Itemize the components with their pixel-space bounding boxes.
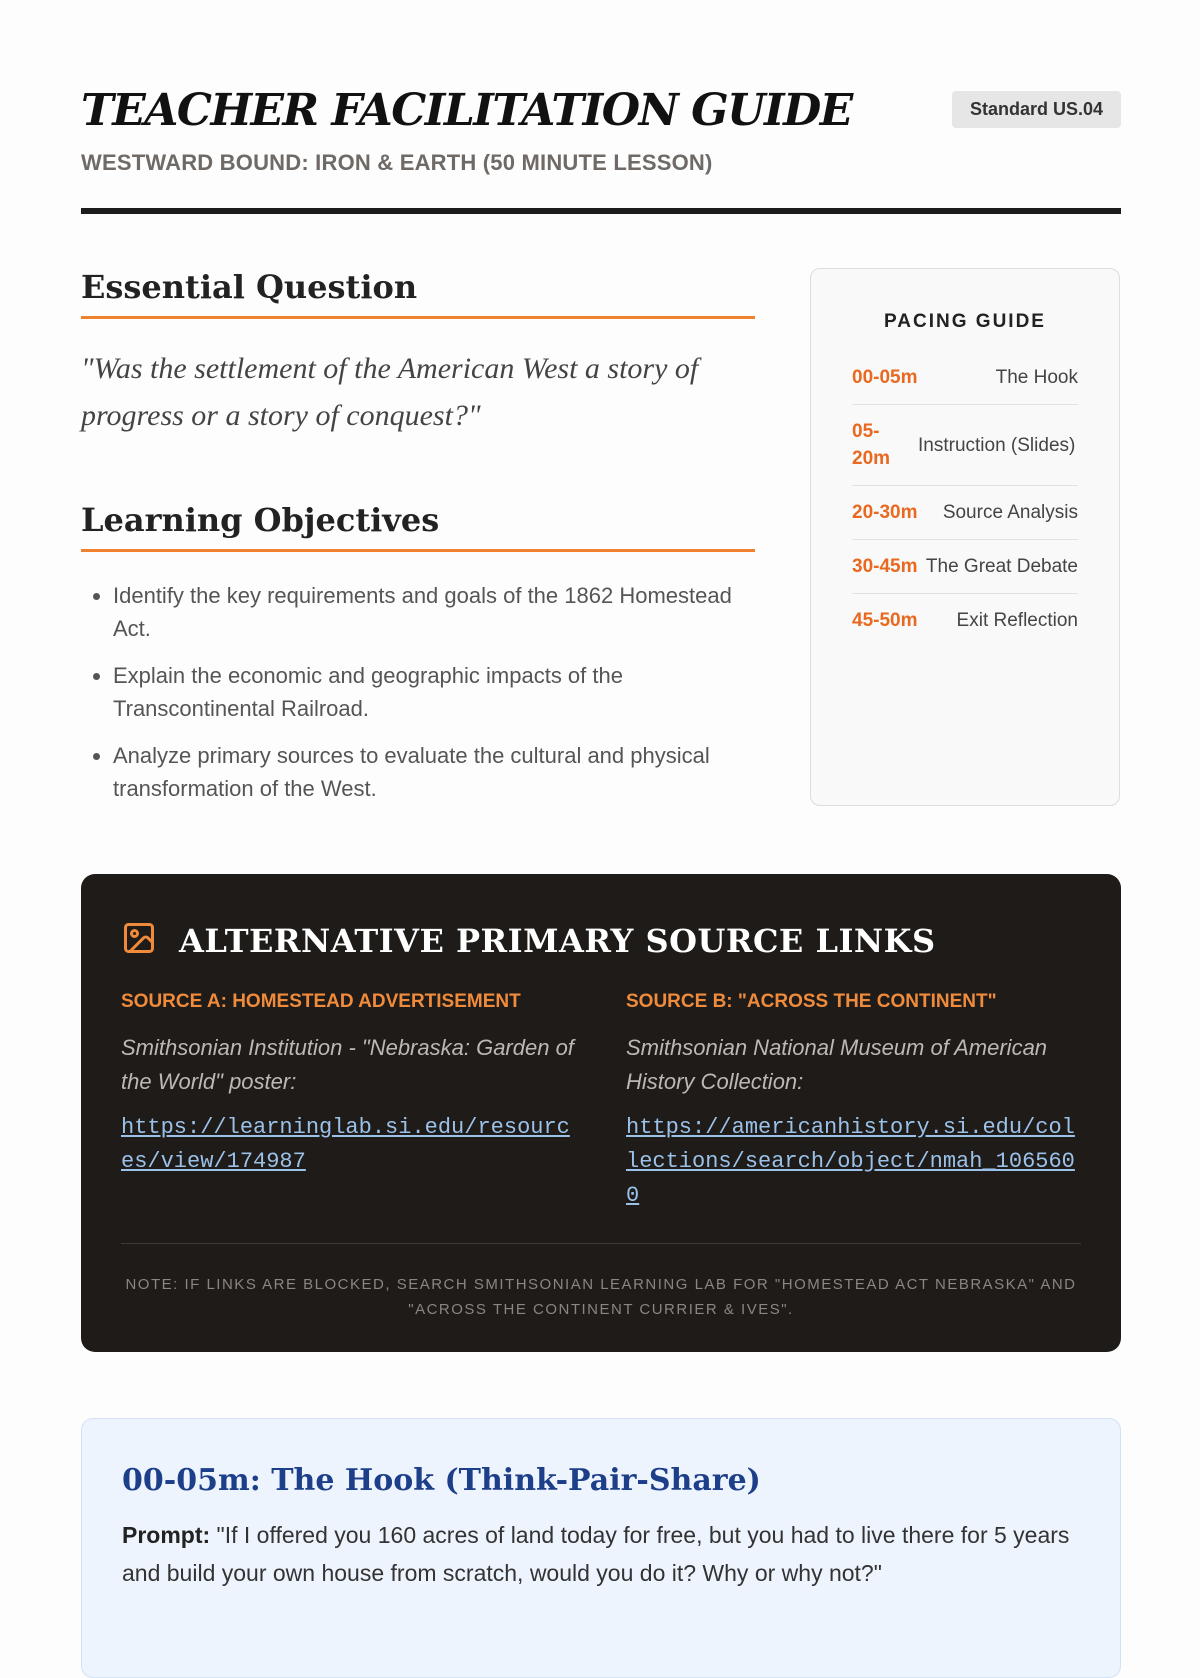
sources-heading: ALTERNATIVE PRIMARY SOURCE LINKS [179,921,936,960]
source-b [626,991,1081,1213]
source-a-description: Smithsonian Institution - "Nebraska: Garden of the World" poster: [121,1035,574,1094]
pacing-row [852,405,1078,486]
pacing-row [852,486,1078,540]
objective-item: • Explain the economic and geographic impacts of the Transcontinental Railroad. [113,659,755,725]
pacing-time: 00-05m [852,367,918,388]
pacing-activity: The Great Debate [925,556,1078,577]
pacing-row [852,540,1078,594]
sources-heading-row [121,920,1081,961]
learning-objectives-heading: Learning Objectives [81,501,755,552]
sources-divider [121,1243,1081,1244]
objective-item: • Analyze primary sources to evaluate the cultural and physical transformation of the West. [113,739,755,805]
hook-title: 00-05m: The Hook (Think-Pair-Share) [122,1463,761,1498]
pacing-time: 45-50m [852,610,918,631]
pacing-time: 30-45m [852,556,918,577]
left-column [81,268,755,819]
hook-card [81,1418,1121,1678]
objective-item: • Identify the key requirements and goals of the 1862 Homestead Act. [113,579,755,645]
primary-sources-panel [81,874,1121,1352]
pacing-activity: Instruction (Slides) [918,434,1076,456]
standard-badge: Standard US.04 [952,91,1121,128]
header-divider [81,208,1121,214]
learning-objectives-list [81,579,755,805]
essential-question-quote: "Was the settlement of the American West a story of progress or a story of conquest?" [81,352,699,432]
sources-note: NOTE: IF LINKS ARE BLOCKED, SEARCH SMITHSONIAN LEARNING LAB FOR "HOMESTEAD ACT NEBRASKA" AND "ACROSS THE CONTINENT CURRIER & IVES". [125,1276,1077,1318]
hook-prompt-text: "If I offered you 160 acres of land today for free, but you had to live there for 5 years and build your own house from scratch, would you do it? Why or why not?" [122,1522,1070,1586]
pacing-time: 05-20m [852,421,891,469]
sources-grid [121,991,1081,1213]
pacing-activity: Exit Reflection [956,610,1078,631]
image-icon [121,920,157,961]
pacing-guide-title: PACING GUIDE [884,311,1046,332]
page-title: TEACHER FACILITATION GUIDE [81,85,852,136]
pacing-time: 20-30m [852,502,918,523]
pacing-guide-card [810,268,1120,806]
pacing-activity: Source Analysis [942,502,1078,523]
pacing-row [852,351,1078,405]
pacing-row [852,594,1078,647]
source-a-link[interactable]: https://learninglab.si.edu/resources/view/174987 [121,1115,570,1174]
source-b-label: SOURCE B: "ACROSS THE CONTINENT" [626,991,997,1012]
source-a-label: SOURCE A: HOMESTEAD ADVERTISEMENT [121,991,521,1012]
essential-question-heading: Essential Question [81,268,755,319]
page-subtitle: WESTWARD BOUND: IRON & EARTH (50 MINUTE LESSON) [81,150,713,175]
pacing-activity: The Hook [995,367,1078,388]
hook-prompt [122,1516,1080,1592]
hook-prompt-label: Prompt: [122,1522,211,1548]
source-b-link[interactable]: https://americanhistory.si.edu/collections/search/object/nmah_1065600 [626,1115,1075,1208]
source-b-description: Smithsonian National Museum of American History Collection: [626,1035,1048,1094]
source-a [121,991,576,1213]
